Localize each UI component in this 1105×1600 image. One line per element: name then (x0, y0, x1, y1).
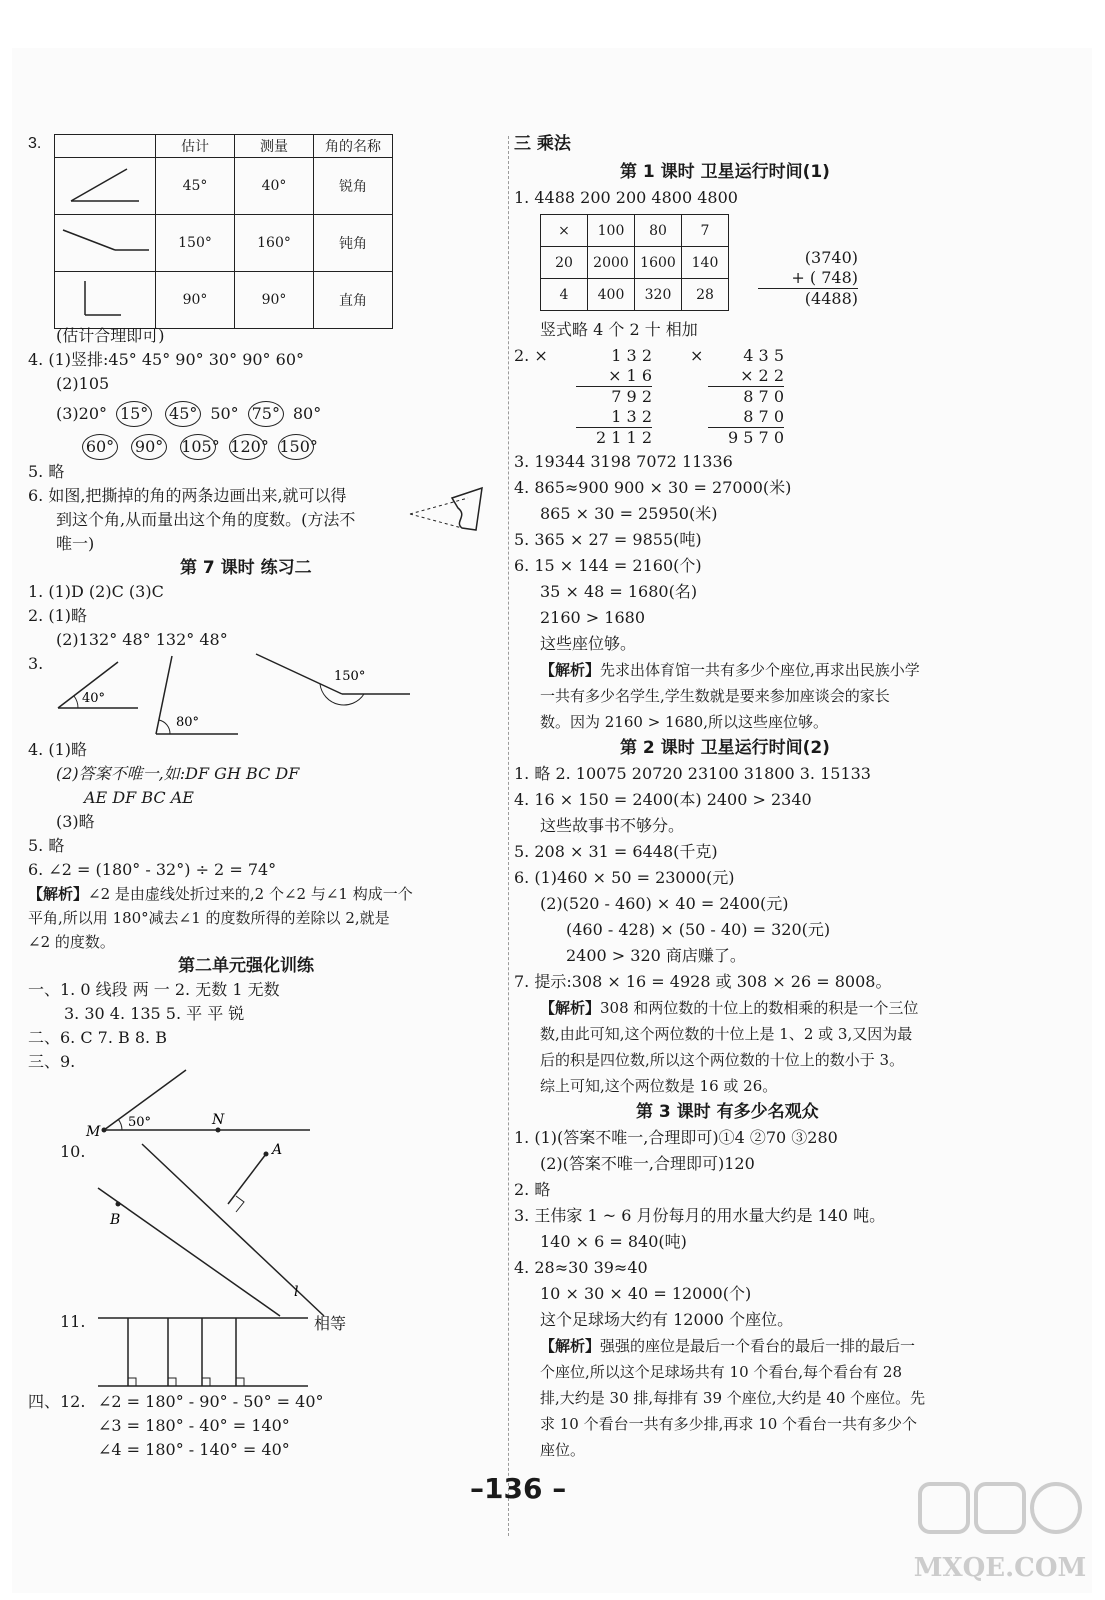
lesson1-title: 第 1 课时 卫星运行时间(1) (620, 162, 830, 182)
fig11-parallel (92, 1306, 312, 1392)
torn-angle-figure (408, 486, 490, 536)
multiplication-table (540, 214, 729, 311)
section-title: 三 乘法 (514, 134, 571, 154)
circled-answer: 75° (248, 401, 284, 427)
analysis-text: 先求出体育馆一共有多少个座位,再求出民族小学 (600, 661, 920, 679)
table-header: 测量 (235, 135, 314, 158)
analysis-label: 【解析】 (540, 661, 601, 679)
r2-q4-1: 4. 16 × 150 = 2400(本) 2400 > 2340 (514, 790, 812, 809)
watermark-logo-icon (910, 1480, 1090, 1592)
value: 50° (210, 404, 239, 423)
point-label: B (110, 1212, 121, 1228)
r1-q1: 1. 4488 200 200 4800 4800 (514, 188, 738, 207)
l7-q4-4: (3)略 (56, 812, 95, 831)
r3-q4-2: 10 × 30 × 40 = 12000(个) (540, 1284, 752, 1303)
r1-q6-4: 这些座位够。 (540, 634, 637, 653)
analysis-label: 【解析】 (540, 1337, 601, 1355)
lesson2-title: 第 2 课时 卫星运行时间(2) (620, 738, 830, 758)
r3-q3-2: 140 × 6 = 840(吨) (540, 1232, 687, 1251)
table-cell: 80 (635, 215, 682, 247)
r1-q6-1: 6. 15 × 144 = 2160(个) (514, 556, 702, 575)
r2-analysis-2: 数,由此可知,这个两位数的十位上是 1、2 或 3,又因为最 (540, 1025, 913, 1043)
r3-analysis-1 (540, 1336, 915, 1356)
r1-q6-2: 35 × 48 = 1680(名) (540, 582, 698, 601)
r3-q1-1: 1. (1)(答案不唯一,合理即可)①4 ②70 ③280 (514, 1128, 838, 1147)
line-label: l (294, 1284, 299, 1300)
u2-q12-line2: ∠3 = 180° - 40° = 140° (98, 1416, 290, 1435)
table-header: 角的名称 (314, 135, 393, 158)
factor: × 2 2 (708, 366, 784, 387)
angle-label: 80° (176, 715, 200, 730)
table-cell: 45° (156, 158, 235, 215)
table-header: 估计 (156, 135, 235, 158)
r1-q2-times: × (690, 346, 704, 365)
analysis-label: 【解析】 (28, 885, 89, 903)
r2-analysis-3: 后的积是四位数,所以这个两位数的十位上的数小于 3。 (540, 1051, 905, 1069)
partial-product: 7 9 2 (611, 387, 652, 406)
table-row (541, 215, 729, 247)
point-label: A (272, 1142, 283, 1158)
q4-part2: (2)105 (56, 374, 110, 393)
table-row (55, 215, 393, 272)
value: (3)20° (56, 404, 108, 423)
table-cell: 7 (682, 215, 729, 247)
q5: 5. 略 (28, 462, 65, 481)
r1-shushi: 竖式略 4 个 2 十 相加 (540, 320, 698, 339)
circled-answer: 15° (116, 401, 152, 427)
u2-q12-label: 四、12. (28, 1392, 86, 1411)
addend: + ( 748) (791, 268, 858, 287)
circled-answer: 105° (180, 434, 216, 460)
l7-analysis-3: ∠2 的度数。 (28, 933, 115, 951)
table-cell: 钝角 (314, 215, 393, 272)
factor: × 1 6 (576, 366, 652, 387)
r2-analysis-1 (540, 998, 918, 1018)
q4-part3-row2 (78, 434, 318, 460)
product: 2 1 1 2 (596, 428, 652, 447)
circled-answer: 90° (131, 434, 167, 460)
partial-product: 1 3 2 (576, 407, 652, 428)
table-cell: 140 (682, 247, 729, 279)
r1-q5: 5. 365 × 27 = 9855(吨) (514, 530, 702, 549)
answer-page (12, 48, 1092, 1593)
u2-q12-line1: ∠2 = 180° - 90° - 50° = 40° (98, 1392, 324, 1411)
vertical-multiplication-1 (576, 346, 652, 448)
l7-q4-1: 4. (1)略 (28, 740, 88, 759)
addend: (3740) (804, 248, 858, 267)
point-label: M (86, 1124, 101, 1136)
r3-analysis-4: 求 10 个看台一共有多少排,再求 10 个看台一共有多少个 (540, 1415, 918, 1433)
r3-analysis-2: 个座位,所以这个足球场共有 10 个看台,每个看台有 28 (540, 1363, 903, 1381)
l7-q1: 1. (1)D (2)C (3)C (28, 582, 164, 601)
estimate-note: (估计合理即可) (56, 326, 165, 345)
q6-line3: 唯一) (56, 534, 95, 553)
analysis-label: 【解析】 (540, 999, 601, 1017)
page-number: –136 – (470, 1472, 567, 1505)
table-cell: 20 (541, 247, 588, 279)
l7-q5: 5. 略 (28, 836, 65, 855)
r3-q2: 2. 略 (514, 1180, 551, 1199)
l7-q2-1: 2. (1)略 (28, 606, 88, 625)
table-cell: 150° (156, 215, 235, 272)
right-angle-figure (55, 272, 156, 329)
analysis-text: ∠2 是由虚线处折过来的,2 个∠2 与∠1 构成一个 (88, 885, 413, 903)
u2-line4: 三、9. (28, 1052, 76, 1071)
r2-q5: 5. 208 × 31 = 6448(千克) (514, 842, 718, 861)
r1-analysis-1 (540, 660, 920, 680)
l7-analysis-1 (28, 884, 413, 904)
table-cell: 2000 (588, 247, 635, 279)
vertical-multiplication-2 (708, 346, 784, 448)
fig10-perpendicular (92, 1134, 342, 1320)
u2-line1: 一、1. 0 线段 两 一 2. 无数 1 无数 (28, 980, 280, 999)
u2-q11-answer: 相等 (314, 1314, 347, 1333)
table-row (541, 279, 729, 311)
r1-q2-label: 2. × (514, 346, 548, 365)
r1-q4-1: 4. 865≈900 900 × 30 = 27000(米) (514, 478, 792, 497)
u2-q10-label: 10. (60, 1142, 86, 1161)
fig9-angle (82, 1066, 322, 1136)
angle-estimate-table (54, 134, 393, 329)
table-cell: 40° (235, 158, 314, 215)
lesson3-title: 第 3 课时 有多少名观众 (636, 1102, 819, 1122)
angle-label: 50° (128, 1115, 152, 1130)
watermark-text: MXQE.COM (913, 1553, 1087, 1583)
unit2-title: 第二单元强化训练 (178, 956, 314, 976)
r3-analysis-3: 排,大约是 30 排,每排有 39 个座位,大约是 40 个座位。先 (540, 1389, 926, 1407)
lesson7-title: 第 7 课时 练习二 (180, 558, 312, 578)
r2-q6-4: 2400 > 320 商店赚了。 (566, 946, 746, 965)
sum: (4488) (758, 288, 858, 309)
u2-q12-line3: ∠4 = 180° - 140° = 40° (98, 1440, 290, 1459)
circled-answer: 45° (165, 401, 201, 427)
table-row (55, 272, 393, 329)
q6-line2: 到这个角,从而量出这个角的度数。(方法不 (56, 510, 356, 529)
u2-line2: 3. 30 4. 135 5. 平 平 锐 (64, 1004, 245, 1023)
q4-part1: 4. (1)竖排:45° 45° 90° 30° 90° 60° (28, 350, 304, 369)
table-cell: 4 (541, 279, 588, 311)
r2-analysis-4: 综上可知,这个两位数是 16 或 26。 (540, 1077, 778, 1095)
partial-product: 8 7 0 (708, 407, 784, 428)
analysis-text: 308 和两位数的十位上的数相乘的积是一个三位 (600, 999, 919, 1017)
factor: 4 3 5 (743, 346, 784, 365)
r3-q4-3: 这个足球场大约有 12000 个座位。 (540, 1310, 794, 1329)
r3-q4-1: 4. 28≈30 39≈40 (514, 1258, 648, 1277)
l7-q2-2: (2)132° 48° 132° 48° (56, 630, 228, 649)
l7-q4-3: AE DF BC AE (84, 788, 194, 807)
r1-q4-2: 865 × 30 = 25950(米) (540, 504, 718, 523)
l7-angle-figures (52, 648, 422, 740)
circled-answer: 150° (278, 434, 314, 460)
angle-label: 150° (334, 669, 366, 684)
table-cell: 100 (588, 215, 635, 247)
table-cell: 90° (156, 272, 235, 329)
r2-q4-2: 这些故事书不够分。 (540, 816, 685, 835)
acute-angle-figure (55, 158, 156, 215)
l7-analysis-2: 平角,所以用 180°减去∠1 的度数所得的差除以 2,就是 (28, 909, 390, 927)
partial-product: 8 7 0 (743, 387, 784, 406)
table-row (541, 247, 729, 279)
l7-q3: 3. (28, 654, 44, 673)
table-cell: 160° (235, 215, 314, 272)
table-cell: 320 (635, 279, 682, 311)
table-cell: 直角 (314, 272, 393, 329)
table-cell: 400 (588, 279, 635, 311)
r1-analysis-2: 一共有多少名学生,学生数就是要来参加座谈会的家长 (540, 687, 890, 705)
l7-q4-2: (2)答案不唯一,如:DF GH BC DF (56, 764, 300, 783)
product: 9 5 7 0 (728, 428, 784, 447)
addition-vertical (758, 248, 858, 309)
table-cell: 28 (682, 279, 729, 311)
point-label: N (212, 1112, 225, 1128)
table-cell: × (541, 215, 588, 247)
r2-q1: 1. 略 2. 10075 20720 23100 31800 3. 15133 (514, 764, 871, 783)
q6-line1: 6. 如图,把撕掉的角的两条边画出来,就可以得 (28, 486, 347, 505)
r1-analysis-3: 数。因为 2160 > 1680,所以这些座位够。 (540, 713, 828, 731)
r3-analysis-5: 座位。 (540, 1441, 586, 1459)
l7-q6: 6. ∠2 = (180° - 32°) ÷ 2 = 74° (28, 860, 277, 879)
analysis-text: 强强的座位是最后一个看台的最后一排的最后一 (600, 1337, 916, 1355)
table-row (55, 158, 393, 215)
u2-q11-label: 11. (60, 1312, 86, 1331)
q3-label: 3. (28, 135, 42, 152)
r3-q3-1: 3. 王伟家 1 ~ 6 月份每月的用水量大约是 140 吨。 (514, 1206, 886, 1225)
r2-q6-1: 6. (1)460 × 50 = 23000(元) (514, 868, 735, 887)
circled-answer: 60° (82, 434, 118, 460)
r1-q6-3: 2160 > 1680 (540, 608, 646, 627)
q4-part3 (56, 401, 321, 427)
column-divider (508, 136, 509, 1536)
angle-label: 40° (82, 691, 106, 706)
u2-line3: 二、6. C 7. B 8. B (28, 1028, 167, 1047)
r2-q6-3: (460 - 428) × (50 - 40) = 320(元) (566, 920, 831, 939)
value: 80° (292, 404, 322, 423)
r3-q1-2: (2)(答案不唯一,合理即可)120 (540, 1154, 755, 1173)
r2-q6-2: (2)(520 - 460) × 40 = 2400(元) (540, 894, 789, 913)
table-cell: 1600 (635, 247, 682, 279)
factor: 1 3 2 (611, 346, 652, 365)
r2-q7: 7. 提示:308 × 16 = 4928 或 308 × 26 = 8008。 (514, 972, 892, 991)
r1-q3: 3. 19344 3198 7072 11336 (514, 452, 733, 471)
table-cell: 锐角 (314, 158, 393, 215)
circled-answer: 120° (229, 434, 265, 460)
table-cell: 90° (235, 272, 314, 329)
obtuse-angle-figure (55, 215, 156, 272)
